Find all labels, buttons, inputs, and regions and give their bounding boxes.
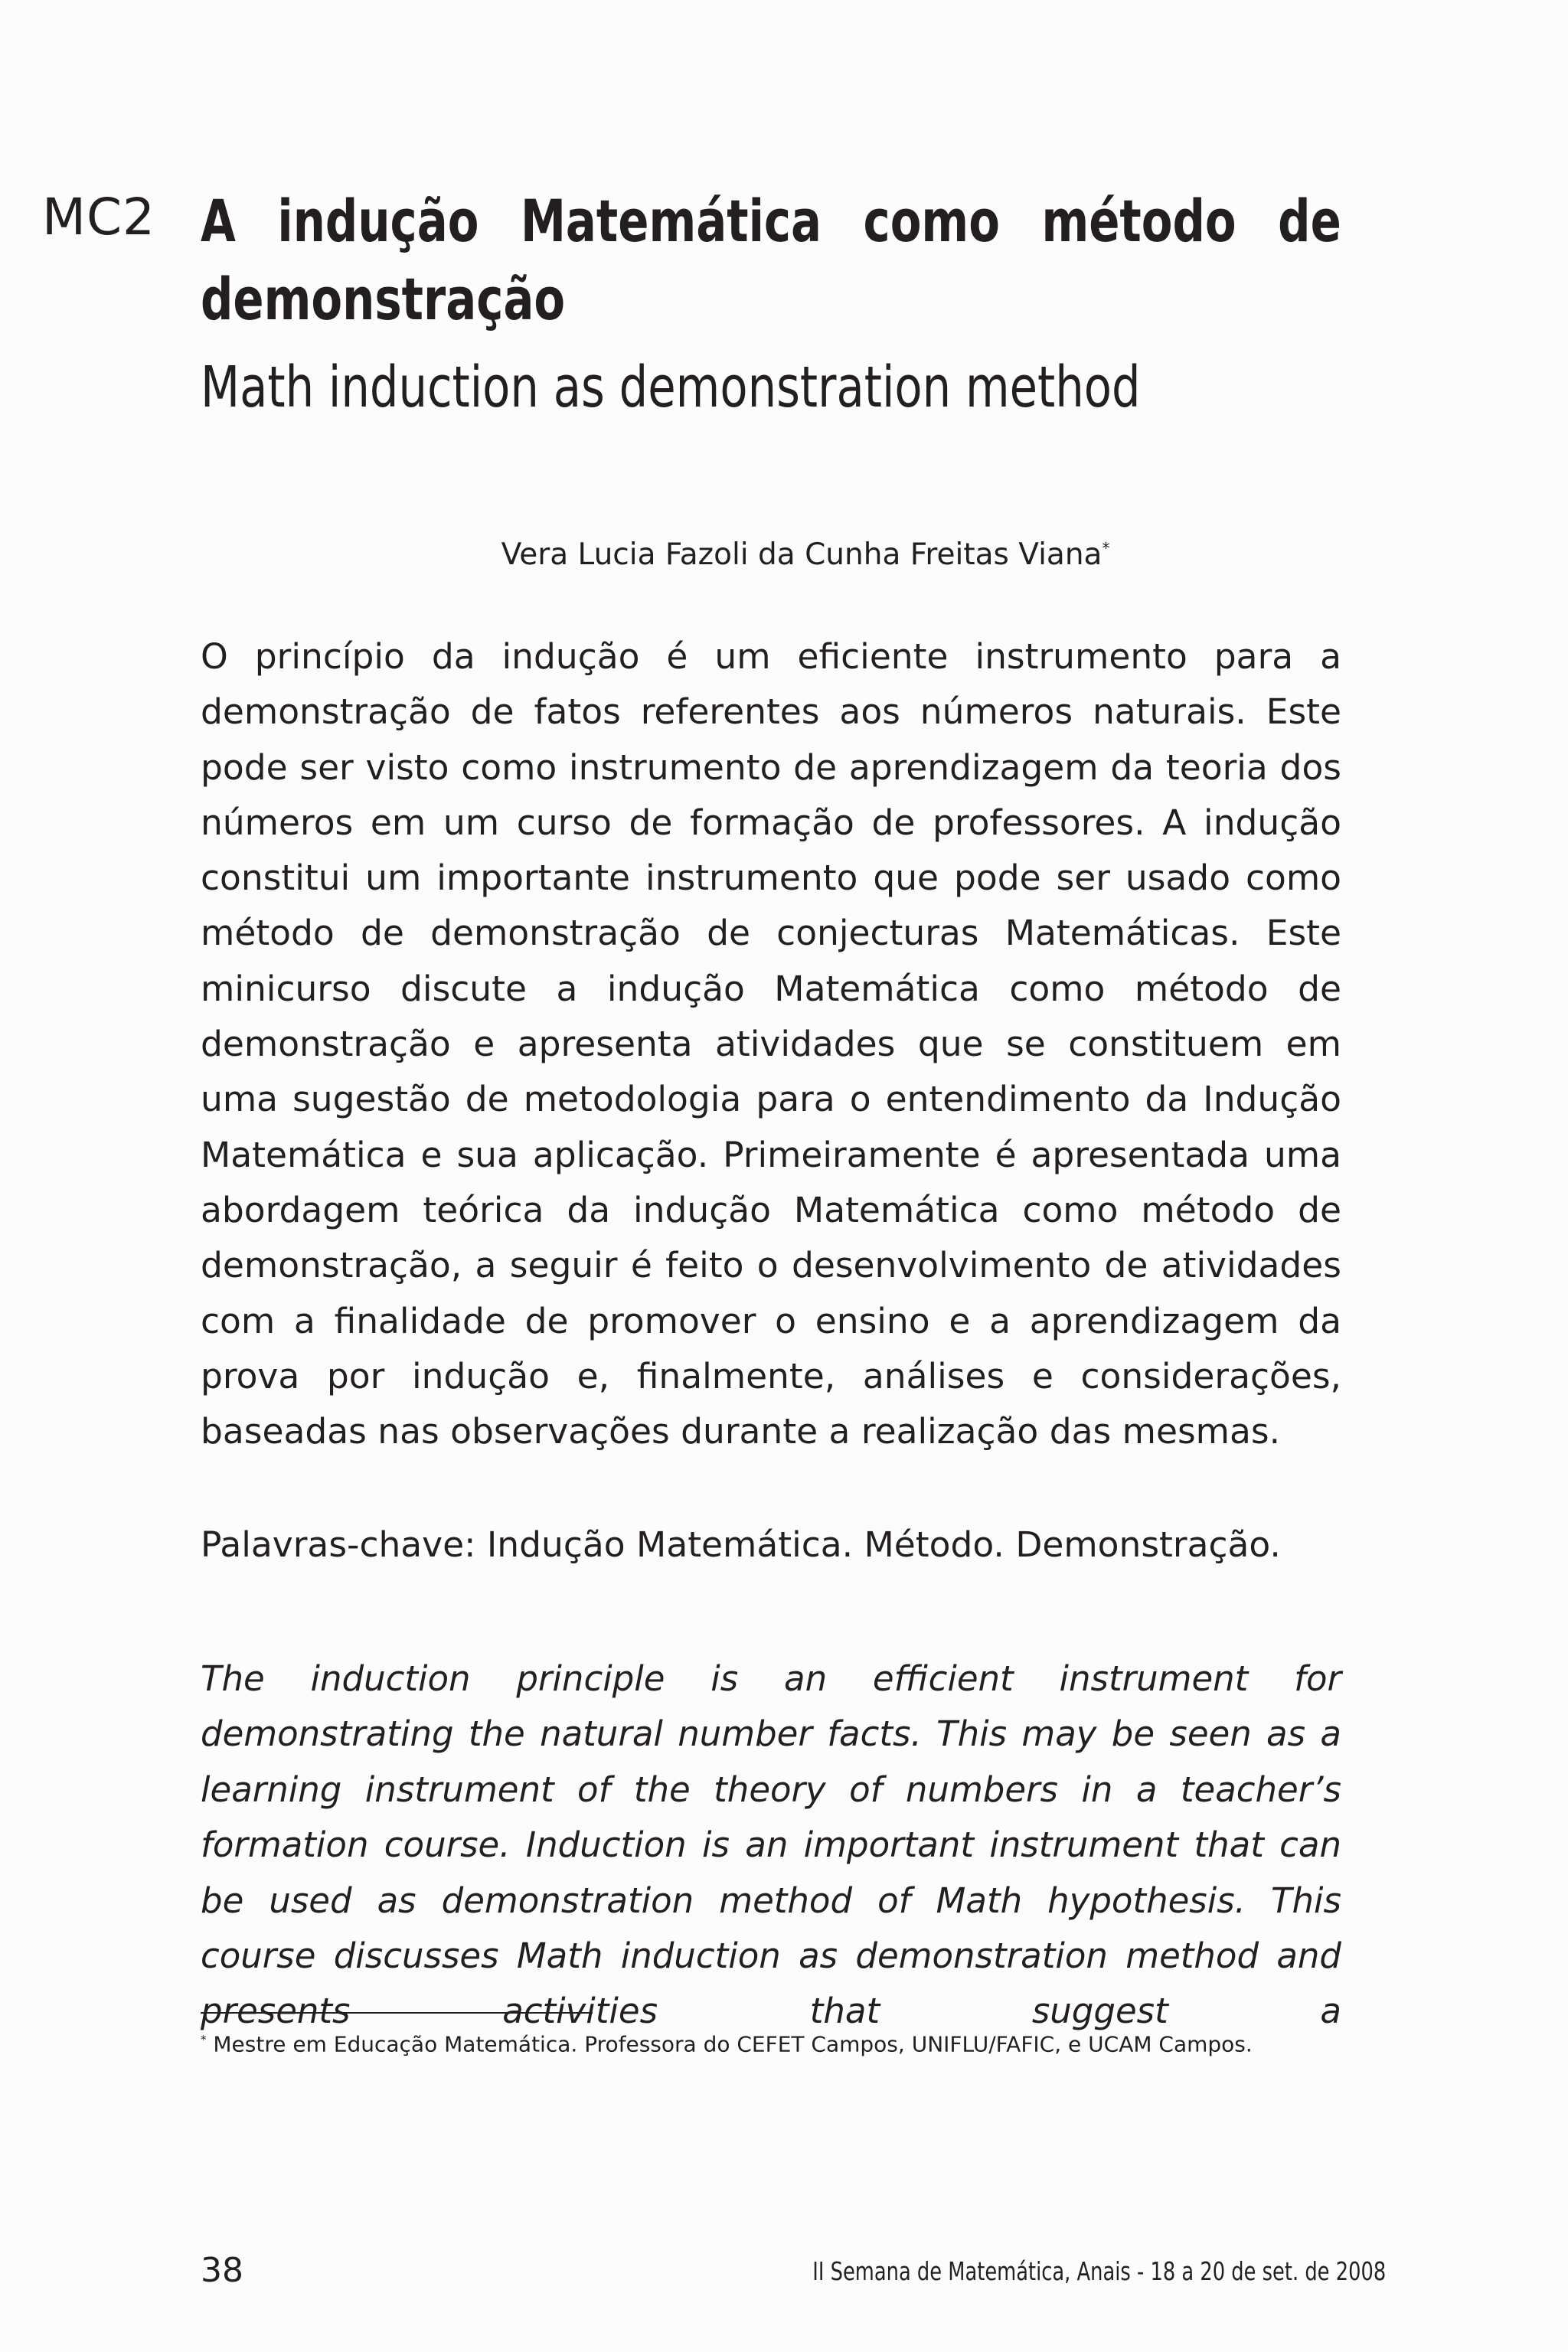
author-name: Vera Lucia Fazoli da Cunha Freitas Viana <box>501 537 1102 572</box>
running-footer: II Semana de Matemática, Anais - 18 a 20 de set. de 2008 <box>812 2256 1386 2286</box>
title-block <box>201 182 1341 426</box>
abstract-english: The induction principle is an efficient instrument for demonstrating the natural number facts. This may be seen as a learning instrument of the theory of numbers in a teacher’s formation course. Induction is an important instrument that can be used as demonstration method of Math hypothesis. This course discusses Math induction as demonstration method and presents activities that suggest a <box>201 1658 1341 2032</box>
abstract-portuguese: O princípio da indução é um eficiente instrumento para a demonstração de fatos referentes aos números naturais. Este pode ser visto como instrumento de aprendizagem da teoria dos números em um curso de formação de professores. A indução constitui um importante instrumento que pode ser usado como método de demonstração de conjecturas Matemáticas. Este minicurso discute a indução Matemática como método de demonstração e apresenta atividades que se constituem em uma sugestão de metodologia para o entendimento da Indução Matemática e sua aplicação. Primeiramente é apresentada uma abordagem teórica da indução Matemática como método de demonstração, a seguir é feito o desenvolvimento de atividades com a finalidade de promover o ensino e a aprendizagem da prova por indução e, finalmente, análises e considerações, baseadas nas observações durante a realização das mesmas. <box>201 636 1341 1452</box>
footnote-text: Mestre em Educação Matemática. Professora do CEFET Campos, UNIFLU/FAFIC, e UCAM Campos. <box>206 2031 1253 2057</box>
article-title: A indução Matemática como método de demonstração <box>201 187 1341 333</box>
article-title-english: Math induction as demonstration method <box>201 354 1141 420</box>
author-footnote-marker: * <box>1102 539 1110 557</box>
section-code: MC2 <box>42 188 156 247</box>
author-line <box>201 527 1341 577</box>
footnote-marker: * <box>201 2033 207 2047</box>
footnote-divider <box>201 2012 593 2014</box>
page-number: 38 <box>201 2251 243 2290</box>
keywords: Palavras-chave: Indução Matemática. Método. Demonstração. <box>201 1524 1281 1565</box>
footnote <box>201 2024 1426 2060</box>
